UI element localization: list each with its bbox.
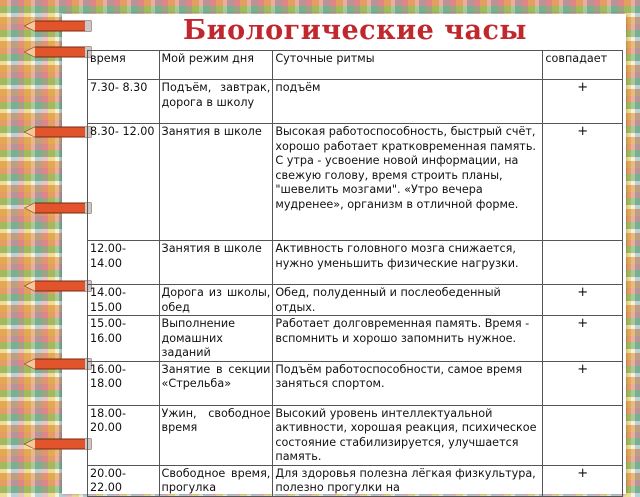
pencil-icon [23,202,93,214]
pencil-icon [23,358,93,370]
cell-time: 12.00- 14.00 [88,241,160,285]
cell-time: 18.00- 20.00 [88,405,160,465]
cell-rhythm: Высокая работоспособность, быстрый счёт, хорошо работает кратковременная память. С утра - усвоение новой информации, на свежую голову, время строить планы, "шевелить мозгами". «Утро вечера мудренее», организм в отличной форме. [273,124,543,241]
cell-rhythm: Обед, полуденный и послеобеденный отдых. [273,285,543,316]
table-row [88,124,623,241]
cell-match: + [543,285,623,316]
cell-rhythm: Подъём работоспособности, самое время заняться спортом. [273,361,543,405]
cell-time: 20.00- 22.00 [88,465,160,496]
cell-match: + [543,465,623,496]
table-row [88,241,623,285]
header-my-mode: Мой режим дня [159,51,273,80]
cell-match: + [543,124,623,241]
cell-match [543,405,623,465]
pencil-icon [23,126,93,138]
cell-mode: Занятия в школе [159,124,273,241]
cell-match: + [543,80,623,124]
table-row [88,80,623,124]
cell-match: + [543,361,623,405]
cell-mode: Занятия в школе [159,241,273,285]
cell-rhythm: Работает долговременная память. Время - вспомнить и хорошо запомнить нужное. [273,316,543,362]
cell-mode: Занятие в секции «Стрельба» [159,361,273,405]
pencil-icon [23,438,93,450]
cell-mode: Дорога из школы, обед [159,285,273,316]
cell-time: 15.00- 16.00 [88,316,160,362]
biorhythm-table [87,50,623,497]
header-match: совпадает [543,51,623,80]
header-daily-rhythms: Суточные ритмы [273,51,543,80]
cell-rhythm: Для здоровья полезна лёгкая физкультура, полезно прогулки на [273,465,543,496]
cell-rhythm: подъём [273,80,543,124]
cell-time: 14.00- 15.00 [88,285,160,316]
cell-mode: Свободное время, прогулка [159,465,273,496]
pencil-icon [23,20,93,32]
cell-mode: Выполнение домашних заданий [159,316,273,362]
header-time: время [88,51,160,80]
pencil-icon [23,280,93,292]
table-row [88,361,623,405]
table-row [88,316,623,362]
cell-time: 8.30- 12.00 [88,124,160,241]
page-title: Биологические часы [183,15,527,46]
pencil-icon [23,46,93,58]
cell-match: + [543,316,623,362]
cell-rhythm: Активность головного мозга снижается, нужно уменьшить физические нагрузки. [273,241,543,285]
cell-time: 7.30- 8.30 [88,80,160,124]
table-row [88,405,623,465]
table-header-row [88,51,623,80]
cell-time: 16.00- 18.00 [88,361,160,405]
cell-mode: Подъём, завтрак, дорога в школу [159,80,273,124]
cell-rhythm: Высокий уровень интеллектуальной активности, хорошая реакция, психическое состояние стабилизируется, улучшается память. [273,405,543,465]
cell-mode: Ужин, свободное время [159,405,273,465]
cell-match [543,241,623,285]
table-row [88,285,623,316]
table-row [88,465,623,496]
